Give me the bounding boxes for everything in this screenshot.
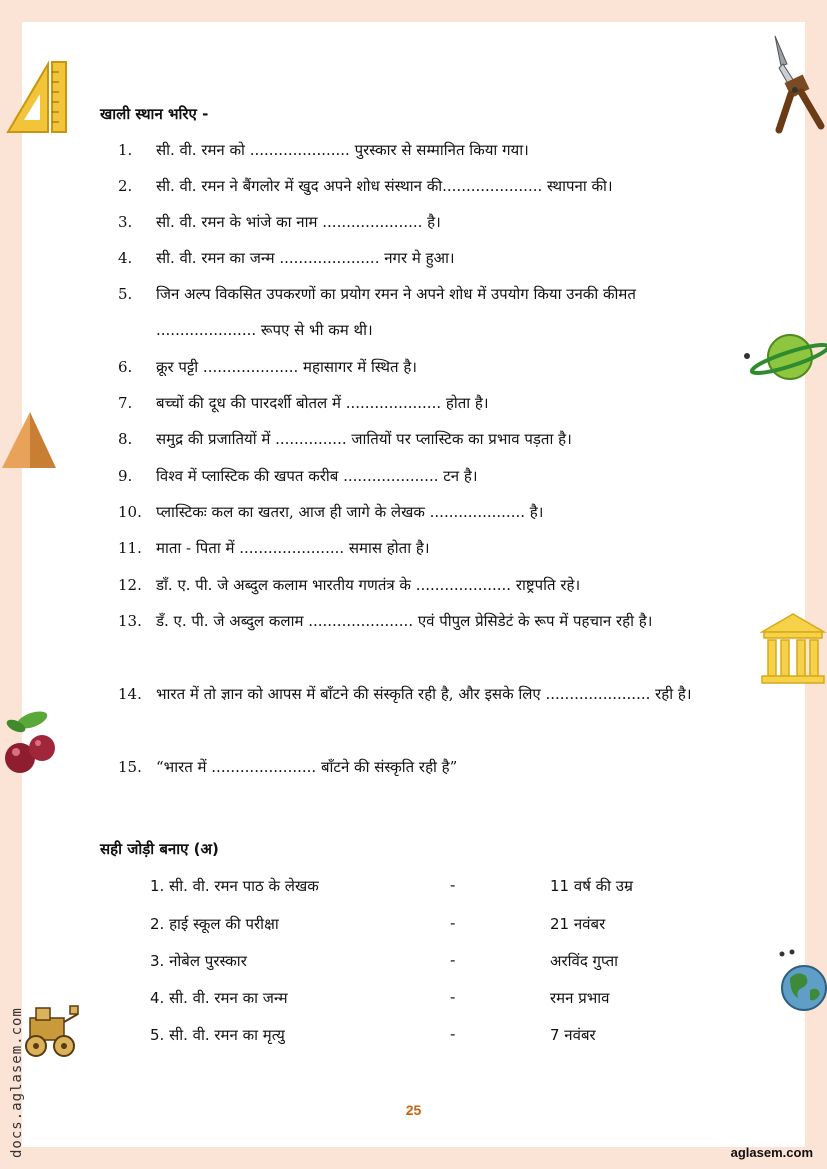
- question-text: क्रूर पट्टी .................... महासागर में स्थित है।: [156, 358, 417, 376]
- match-dash: -: [450, 988, 456, 1006]
- question-item: [118, 749, 738, 785]
- question-text: सी. वी. रमन के भांजे का नाम ..................... है।: [156, 213, 441, 231]
- question-item: [118, 676, 738, 712]
- question-text: विश्व में प्लास्टिक की खपत करीब .................... टन है।: [156, 467, 478, 485]
- question-number: 8.: [118, 430, 133, 448]
- question-number: 5.: [118, 285, 133, 303]
- match-right-item: अरविंद गुप्ता: [550, 952, 619, 970]
- question-item: [118, 204, 738, 240]
- robot-car-icon: [20, 1000, 82, 1062]
- question-text: डाँ. ए. पी. जे अब्दुल कलाम भारतीय गणतंत्र के .................... राष्ट्रपति रहे।: [156, 576, 581, 594]
- question-text: बच्चों की दूध की पारदर्शी बोतल में .................... होता है।: [156, 394, 489, 412]
- question-item: [118, 276, 738, 348]
- match-left-item: 2. हाई स्कूल की परीक्षा: [150, 915, 279, 933]
- question-text: “भारत में ...................... बाँटने की संस्कृति रही है”: [156, 758, 458, 776]
- question-number: 4.: [118, 249, 133, 267]
- globe-icon: [778, 948, 827, 1016]
- saturn-planet-icon: [742, 330, 827, 384]
- question-number: 3.: [118, 213, 133, 231]
- question-item: [118, 494, 738, 530]
- question-number: 12.: [118, 576, 142, 594]
- question-number: 11.: [118, 539, 142, 557]
- match-right-item: रमन प्रभाव: [550, 989, 610, 1007]
- question-item: [118, 132, 738, 168]
- match-dash: -: [450, 876, 456, 894]
- question-text: सी. वी. रमन का जन्म ..................... नगर मे हुआ।: [156, 249, 455, 267]
- site-label: aglasem.com: [730, 1145, 813, 1160]
- garden-shears-icon: [765, 34, 827, 134]
- question-number: 6.: [118, 358, 133, 376]
- match-right-item: 11 वर्ष की उम्र: [550, 877, 633, 895]
- question-number: 9.: [118, 467, 133, 485]
- question-item: [118, 421, 738, 457]
- question-number: 14.: [118, 685, 142, 703]
- question-number: 10.: [118, 503, 142, 521]
- question-item: [118, 240, 738, 276]
- match-left-item: 1. सी. वी. रमन पाठ के लेखक: [150, 877, 319, 895]
- section-title-match-pairs: सही जोड़ी बनाए (अ): [100, 840, 219, 858]
- match-dash: -: [450, 1025, 456, 1043]
- question-item: [118, 567, 738, 603]
- question-text: सी. वी. रमन को ..................... पुरस्कार से सम्मानित किया गया।: [156, 141, 529, 159]
- question-number: 7.: [118, 394, 133, 412]
- greek-temple-icon: [760, 612, 827, 686]
- match-dash: -: [450, 951, 456, 969]
- watermark: docs.aglasem.com: [9, 1007, 25, 1158]
- question-text: समुद्र की प्रजातियों में ............... जातियों पर प्लास्टिक का प्रभाव पड़ता है।: [156, 430, 572, 448]
- question-item: [118, 530, 738, 566]
- question-item: [118, 349, 738, 385]
- question-item: [118, 458, 738, 494]
- page-number: 25: [405, 1102, 422, 1118]
- question-text: भारत में तो ज्ञान को आपस में बाँटने की संस्कृति रही है, और इसके लिए ...................... रही है।: [156, 685, 692, 703]
- pyramid-icon: [0, 410, 58, 470]
- question-item: [118, 603, 738, 639]
- question-text: डँ. ए. पी. जे अब्दुल कलाम ...................... एवं पीपुल प्रेसिडेटं के रूप में पहचान रही है।: [156, 612, 653, 630]
- match-left-item: 5. सी. वी. रमन का मृत्यु: [150, 1026, 285, 1044]
- section-title-fill-blanks: खाली स्थान भरिए -: [100, 105, 209, 123]
- question-number: 15.: [118, 758, 142, 776]
- question-number: 13.: [118, 612, 142, 630]
- question-text: प्लास्टिकः कल का खतरा, आज ही जागे के लेखक .................... है।: [156, 503, 544, 521]
- ruler-triangle-icon: [4, 58, 68, 136]
- question-text: माता - पिता में ...................... समास होता है।: [156, 539, 430, 557]
- question-item: [118, 168, 738, 204]
- question-text: जिन अल्प विकसित उपकरणों का प्रयोग रमन ने अपने शोध में उपयोग किया उनकी कीमत ..................... रूपए से भी कम थी।: [156, 285, 636, 339]
- match-left-item: 4. सी. वी. रमन का जन्म: [150, 989, 288, 1007]
- question-item: [118, 385, 738, 421]
- match-right-item: 7 नवंबर: [550, 1026, 596, 1044]
- match-dash: -: [450, 914, 456, 932]
- question-text: सी. वी. रमन ने बैंगलोर में खुद अपने शोध संस्थान की..................... स्थापना की।: [156, 177, 613, 195]
- question-number: 2.: [118, 177, 133, 195]
- question-number: 1.: [118, 141, 133, 159]
- match-right-item: 21 नवंबर: [550, 915, 606, 933]
- match-left-item: 3. नोबेल पुरस्कार: [150, 952, 247, 970]
- berries-icon: [2, 708, 58, 778]
